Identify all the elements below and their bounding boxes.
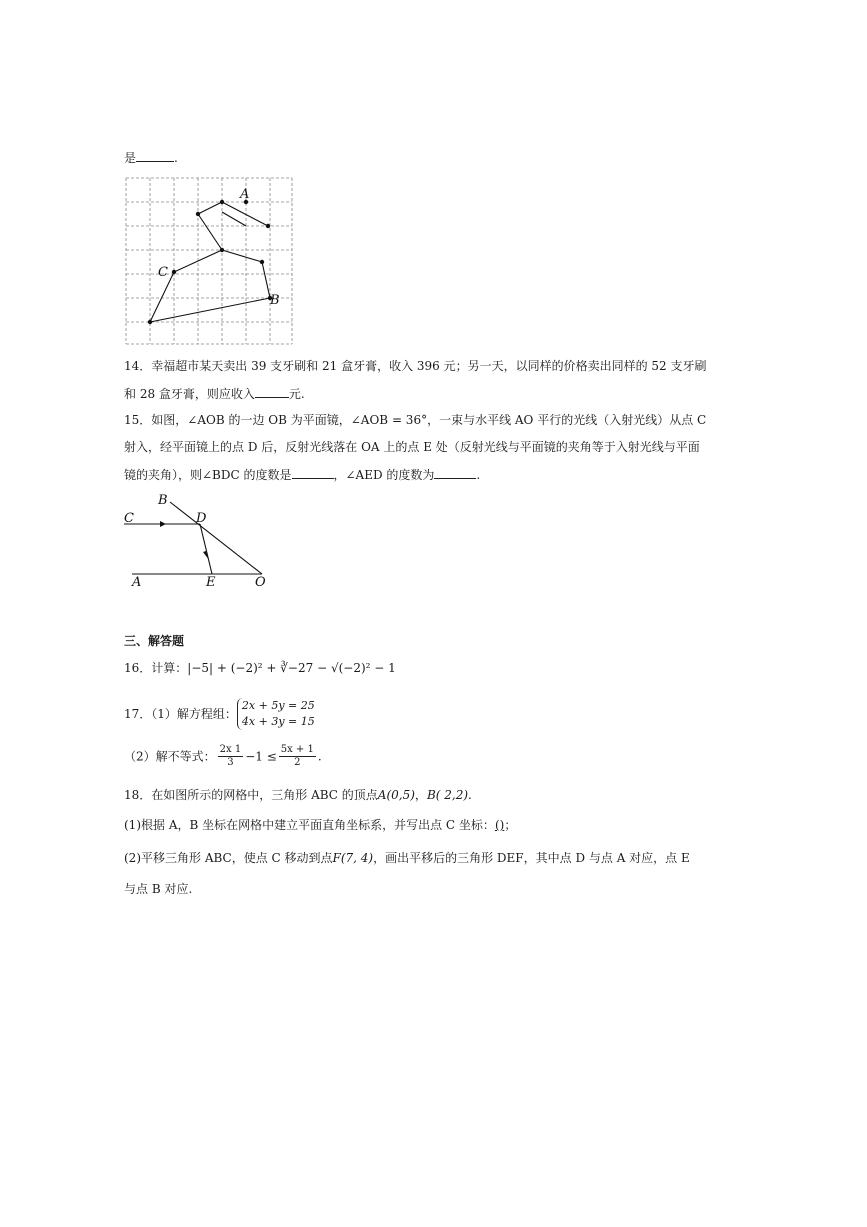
answer-blank [136, 149, 174, 162]
question-17-part1: 17．（1）解方程组： 2x + 5y = 25 4x + 3y = 15 [124, 699, 315, 728]
question-15-line2: 射入，经平面镜上的点 D 后，反射光线落在 OA 上的点 E 处（反射光线与平面镜的夹角等于入射光线与平面 [124, 440, 700, 454]
fraction-1: $\frac{2x 1}{3}$ [219, 744, 242, 768]
question-15-line3: 镜的夹角），则∠BDC 的度数是 ，∠AED 的度数为 . [124, 468, 481, 482]
label-c: C [158, 265, 168, 280]
equation-system: 2x + 5y = 25 4x + 3y = 15 [237, 698, 315, 730]
question-14-line1: 14．幸福超市某天卖出 39 支牙刷和 21 盒牙膏，收入 396 元；另一天，以同样的价格卖出同样的 52 支牙刷 [124, 359, 707, 373]
q13-tail: 是 . [124, 151, 178, 165]
label-a: A [132, 575, 142, 590]
question-18-part1: (1)根据 A，B 坐标在网格中建立平面直角坐标系，并写出点 C 坐标：()； [124, 818, 517, 832]
answer-blank [434, 466, 476, 479]
question-14-line2: 和 28 盒牙膏，则应收入 元. [124, 387, 305, 401]
label-o: O [255, 575, 266, 590]
label-a: A [240, 187, 250, 202]
fraction-2: $\frac{5x + 1}{2}$ [280, 744, 314, 768]
mirror-figure-15 [120, 490, 280, 590]
question-15-line1: 15．如图，∠AOB 的一边 OB 为平面镜，∠AOB = 36°，一束与水平线 AO 平行的光线（入射光线）从点 C [124, 413, 707, 427]
answer-blank [292, 466, 334, 479]
label-c: C [124, 511, 134, 526]
question-18-line1: 18．在如图所示的网格中，三角形 ABC 的顶点A(0,5)，B( 2,2). [124, 788, 472, 802]
section-title: 三、解答题 [124, 634, 185, 648]
label-d: D [196, 511, 207, 526]
label-b: B [270, 293, 280, 308]
label-b: B [158, 493, 168, 508]
polygon-shape [150, 202, 270, 322]
question-17-part2: （2）解不等式： $\frac{2x 1}{3}$ −1 ≤ $\frac{5x + 1}{2}$ . [124, 744, 322, 768]
question-18-part2-line1: (2)平移三角形 ABC，使点 C 移动到点F(7, 4)，画出平移后的三角形 DEF，其中点 D 与点 A 对应，点 E [124, 851, 690, 865]
label-e: E [206, 575, 216, 590]
question-16: 16．计算：|−5| + (−2)² + ∛−27 − √(−2)² − 1 [124, 661, 396, 675]
question-18-part2-line2: 与点 B 对应. [124, 882, 193, 896]
answer-blank [255, 385, 289, 398]
grid-figure-13 [124, 176, 296, 348]
